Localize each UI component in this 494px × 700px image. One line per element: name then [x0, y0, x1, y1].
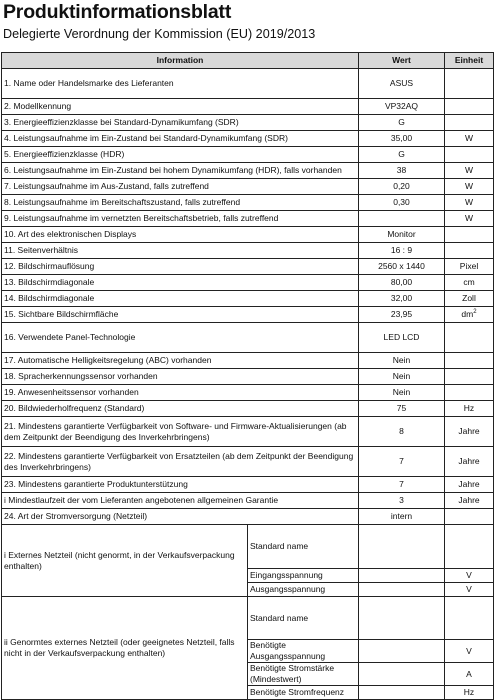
psu-external-output-voltage: Ausgangsspannung: [248, 583, 359, 597]
row-value: intern: [359, 509, 445, 525]
row-value: 3: [359, 493, 445, 509]
table-row: [2, 115, 494, 131]
table-row: [2, 401, 494, 417]
row-label: 12. Bildschirmauflösung: [2, 259, 359, 275]
row-unit: [445, 131, 494, 147]
row-value: 35,00: [359, 131, 445, 147]
row-label: 13. Bildschirmdiagonale: [2, 275, 359, 291]
row-label: 14. Bildschirmdiagonale: [2, 291, 359, 307]
row-unit: [445, 275, 494, 291]
table-row: [2, 227, 494, 243]
row-unit-text: dm: [461, 309, 474, 320]
row-unit: [445, 417, 494, 447]
table-row: [2, 195, 494, 211]
psu-standard-row: [2, 597, 494, 640]
row-unit-superscript: 2: [473, 309, 477, 316]
row-unit: [445, 179, 494, 195]
table-row: [2, 385, 494, 401]
row-label: 1. Name oder Handelsmarke des Lieferanten: [2, 69, 359, 99]
table-row: [2, 179, 494, 195]
row-unit: [445, 323, 494, 353]
row-value: 38: [359, 163, 445, 179]
table-row: [2, 147, 494, 163]
row-unit-text: Jahre: [458, 495, 480, 506]
row-unit: [445, 195, 494, 211]
row-unit: [445, 115, 494, 131]
row-unit: [445, 291, 494, 307]
table-row: [2, 477, 494, 493]
row-value: 7: [359, 477, 445, 493]
row-unit-text: Jahre: [458, 479, 480, 490]
row-unit: [445, 99, 494, 115]
table-row: [2, 369, 494, 385]
row-unit: [445, 509, 494, 525]
row-label: 20. Bildwiederholfrequenz (Standard): [2, 401, 359, 417]
psu-external-standard-name: Standard name: [248, 525, 359, 569]
row-value: VP32AQ: [359, 99, 445, 115]
table-row: [2, 447, 494, 477]
psu-external-input-unit: V: [445, 569, 494, 583]
page-title: Produktinformationsblatt: [3, 1, 232, 23]
table-row: [2, 291, 494, 307]
table-row: [2, 509, 494, 525]
table-row: [2, 69, 494, 99]
row-label: 10. Art des elektronischen Displays: [2, 227, 359, 243]
row-unit-text: Hz: [463, 403, 475, 414]
row-unit: [445, 227, 494, 243]
row-label: 6. Leistungsaufnahme im Ein-Zustand bei hohem Dynamikumfang (HDR), falls vorhanden: [2, 163, 359, 179]
row-unit: [445, 385, 494, 401]
row-unit: [445, 369, 494, 385]
psu-standard-standard-name: Standard name: [248, 597, 359, 640]
table-row: [2, 323, 494, 353]
row-value: Nein: [359, 369, 445, 385]
row-value: LED LCD: [359, 323, 445, 353]
psu-external-row: [2, 525, 494, 569]
row-unit: [445, 307, 494, 323]
row-label: 22. Mindestens garantierte Verfügbarkeit von Ersatzteilen (ab dem Zeitpunkt der Beendigung des Inverkehrbringens): [2, 447, 359, 477]
table-row: [2, 353, 494, 369]
row-unit: [445, 477, 494, 493]
row-value: 0,20: [359, 179, 445, 195]
row-label: 7. Leistungsaufnahme im Aus-Zustand, falls zutreffend: [2, 179, 359, 195]
page-subtitle: Delegierte Verordnung der Kommission (EU) 2019/2013: [3, 27, 316, 41]
psu-external-input-voltage: Eingangsspannung: [248, 569, 359, 583]
row-label: 2. Modellkennung: [2, 99, 359, 115]
row-unit-text: W: [464, 213, 474, 224]
row-unit-text: Pixel: [459, 261, 479, 272]
row-label: 23. Mindestens garantierte Produktunterstützung: [2, 477, 359, 493]
row-label: 3. Energieeffizienzklasse bei Standard-Dynamikumfang (SDR): [2, 115, 359, 131]
row-unit: [445, 259, 494, 275]
row-value: 8: [359, 417, 445, 447]
row-value: 16 : 9: [359, 243, 445, 259]
row-value: ASUS: [359, 69, 445, 99]
row-label: i Mindestlaufzeit der vom Lieferanten angebotenen allgemeinen Garantie: [2, 493, 359, 509]
row-unit-text: W: [464, 133, 474, 144]
psu-standard-required-frequency: Benötigte Stromfrequenz: [248, 686, 359, 700]
row-value: Nein: [359, 353, 445, 369]
row-value: 0,30: [359, 195, 445, 211]
table-row: [2, 163, 494, 179]
row-unit: [445, 163, 494, 179]
row-unit: [445, 211, 494, 227]
row-label: 4. Leistungsaufnahme im Ein-Zustand bei Standard-Dynamikumfang (SDR): [2, 131, 359, 147]
row-unit-text: Jahre: [458, 426, 480, 437]
row-label: 8. Leistungsaufnahme im Bereitschaftszustand, falls zutreffend: [2, 195, 359, 211]
row-value: [359, 211, 445, 227]
row-unit: [445, 243, 494, 259]
column-header-information: Information: [2, 53, 359, 69]
table-row: [2, 99, 494, 115]
row-unit-text: Jahre: [458, 456, 480, 467]
psu-external-output-unit: V: [445, 583, 494, 597]
row-value: 2560 x 1440: [359, 259, 445, 275]
table-row: [2, 131, 494, 147]
row-value: 7: [359, 447, 445, 477]
row-unit-text: W: [464, 181, 474, 192]
row-unit-text: Zoll: [462, 293, 476, 304]
row-value: 75: [359, 401, 445, 417]
row-unit: [445, 401, 494, 417]
row-unit-text: W: [464, 165, 474, 176]
row-value: Nein: [359, 385, 445, 401]
row-label: 21. Mindestens garantierte Verfügbarkeit von Software- und Firmware-Aktualisierungen (ab dem Zeitpunkt der Beendigung des Inverkehrbringens): [2, 417, 359, 447]
column-header-unit: Einheit: [445, 53, 494, 69]
row-label: 17. Automatische Helligkeitsregelung (ABC) vorhanden: [2, 353, 359, 369]
psu-standard-required-voltage: Benötigte Ausgangsspannung: [248, 640, 359, 663]
row-value: 32,00: [359, 291, 445, 307]
table-row: [2, 259, 494, 275]
row-label: 24. Art der Stromversorgung (Netzteil): [2, 509, 359, 525]
psu-standard-current-unit: A: [445, 663, 494, 686]
table-row: [2, 243, 494, 259]
table-row: [2, 417, 494, 447]
row-unit: [445, 69, 494, 99]
table-row: [2, 493, 494, 509]
row-unit-text: cm: [463, 277, 475, 288]
row-label: 16. Verwendete Panel-Technologie: [2, 323, 359, 353]
row-value: G: [359, 147, 445, 163]
row-label: 18. Spracherkennungssensor vorhanden: [2, 369, 359, 385]
psu-standard-label: ii Genormtes externes Netzteil (oder geeignetes Netzteil, falls nicht in der Verkaufsverpackung enthalten): [2, 597, 248, 700]
row-label: 15. Sichtbare Bildschirmfläche: [2, 307, 359, 323]
row-unit: [445, 493, 494, 509]
row-unit: [445, 147, 494, 163]
row-value: G: [359, 115, 445, 131]
table-row: [2, 275, 494, 291]
row-label: 5. Energieeffizienzklasse (HDR): [2, 147, 359, 163]
psu-standard-voltage-unit: V: [445, 640, 494, 663]
table-row: [2, 211, 494, 227]
row-value: Monitor: [359, 227, 445, 243]
column-header-value: Wert: [359, 53, 445, 69]
table-row: [2, 307, 494, 323]
row-label: 9. Leistungsaufnahme im vernetzten Bereitschaftsbetrieb, falls zutreffend: [2, 211, 359, 227]
row-value: 80,00: [359, 275, 445, 291]
row-label: 19. Anwesenheitssensor vorhanden: [2, 385, 359, 401]
row-unit: [445, 447, 494, 477]
product-info-table: [1, 52, 494, 700]
psu-external-label: i Externes Netzteil (nicht genormt, in der Verkaufsverpackung enthalten): [2, 525, 248, 597]
table-header-row: [2, 53, 494, 69]
row-label: 11. Seitenverhältnis: [2, 243, 359, 259]
row-value: 23,95: [359, 307, 445, 323]
psu-standard-required-current: Benötigte Stromstärke (Mindestwert): [248, 663, 359, 686]
row-unit-text: W: [464, 197, 474, 208]
psu-standard-frequency-unit: Hz: [445, 686, 494, 700]
row-unit: [445, 353, 494, 369]
